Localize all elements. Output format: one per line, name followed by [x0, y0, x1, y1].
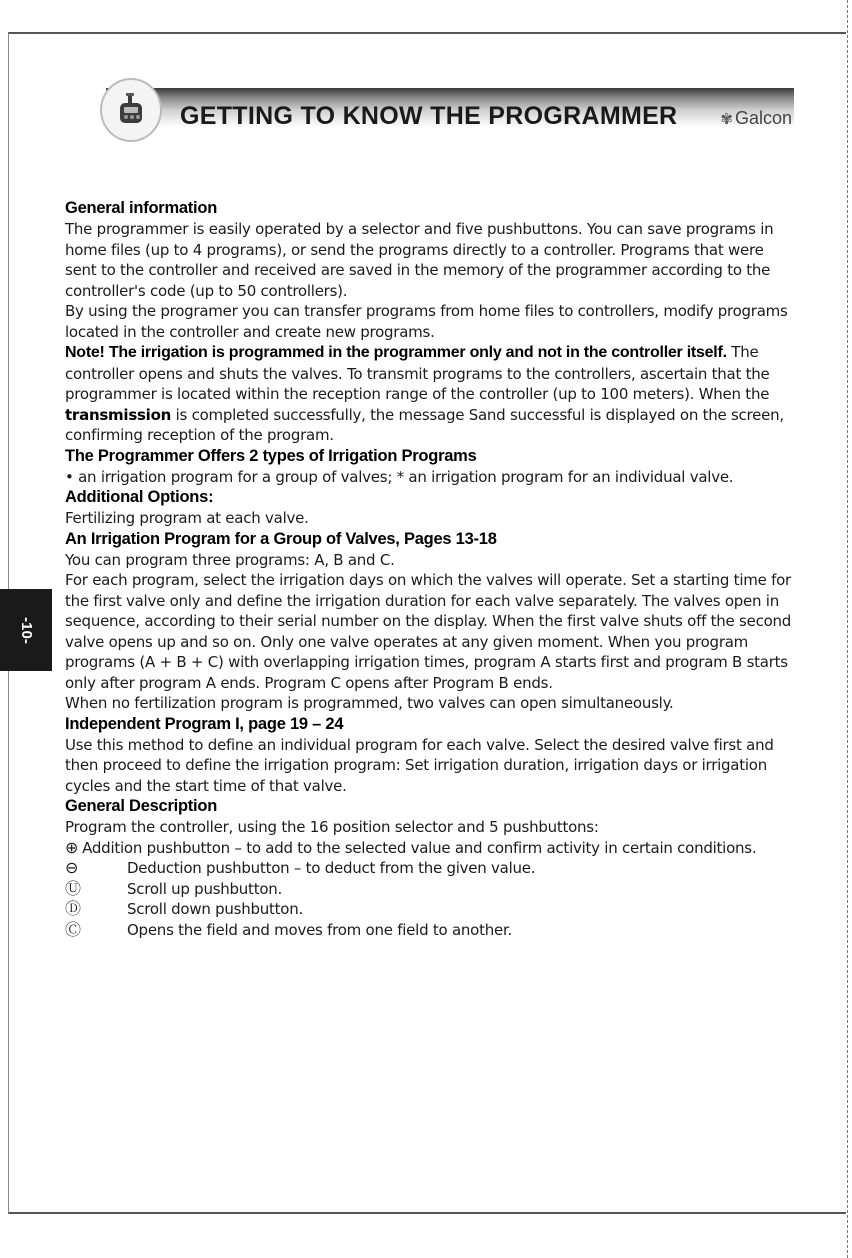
paragraph: By using the programer you can transfer programs from home files to controllers, modify programs located in the controller and create new programs. — [65, 302, 788, 341]
heading-independent-program: Independent Program I, page 19 – 24 — [65, 714, 344, 733]
paragraph: Fertilizing program at each valve. — [65, 509, 309, 527]
note-text-end: is completed successfully, the message Sand successful is displayed on the screen, confirming reception of the program. — [65, 405, 784, 444]
page-title: GETTING TO KNOW THE PROGRAMMER — [180, 102, 678, 130]
galcon-flower-icon: ✾ — [720, 111, 733, 128]
legend-row — [65, 838, 799, 859]
section-header — [66, 84, 794, 138]
heading-general-description: General Description — [65, 797, 218, 815]
note-lead: Note! The irrigation is programmed in the programmer only and not in the controller itself. — [65, 344, 727, 361]
paragraph: For each program, select the irrigation days on which the valves will operate. Set a starting time for the first valve only and define the irrigation duration for each valve separately. The valves open in sequence, according to their serial number on the display. When the first valve shuts off the second valve opens up and so on. Only one valve operates at any given moment. When you program programs (A + B + C) with overlapping irrigation times, program A starts first and program B starts only after program A ends. Program C opens after Program B ends. — [65, 571, 792, 692]
legend-text: Addition pushbutton – to add to the selected value and confirm activity in certain conditions. — [82, 838, 757, 857]
note-keyword: transmission — [65, 405, 172, 424]
note-text: The controller opens and shuts the valves. To transmit programs to the controllers, ascertain that the programmer is located within the reception range of the controller (up to 100 meters). When the — [65, 343, 770, 403]
legend-row — [65, 879, 799, 900]
plus-circle-icon: ⊕ — [65, 837, 79, 857]
paragraph: When no fertilization program is programmed, two valves can open simultaneously. — [65, 694, 674, 712]
paragraph: • an irrigation program for a group of valves; * an irrigation program for an individual valve. — [65, 467, 734, 486]
c-circle-icon: Ⓒ — [65, 919, 81, 939]
page-cut-line — [847, 0, 848, 1258]
note-paragraph — [65, 342, 799, 446]
scroll-down-circle-icon: Ⓓ — [65, 899, 81, 918]
page-number: -10- — [17, 616, 35, 644]
legend-row — [65, 899, 799, 920]
heading-program-types: The Programmer Offers 2 types of Irrigation Programs — [65, 446, 477, 465]
legend-text: Scroll up pushbutton. — [127, 879, 283, 898]
heading-additional-options: Additional Options: — [65, 488, 214, 506]
legend-text: Scroll down pushbutton. — [127, 900, 303, 918]
document-body — [65, 198, 799, 940]
legend-row — [65, 858, 799, 879]
heading-general-information: General information — [65, 199, 218, 217]
paragraph: Use this method to define an individual program for each valve. Select the desired valve first and then proceed to define the irrigation program: Set irrigation duration, irrigation days or irrigation cycles and the start time of that valve. — [65, 735, 774, 795]
programmer-device-icon — [100, 78, 162, 142]
programmer-device-graphic — [114, 91, 148, 129]
page-number-tab — [0, 589, 52, 671]
paragraph: You can program three programs: A, B and C. — [65, 550, 395, 569]
minus-circle-icon: ⊖ — [65, 858, 79, 877]
heading-group-program: An Irrigation Program for a Group of Valves, Pages 13-18 — [65, 529, 497, 548]
paragraph: The programmer is easily operated by a selector and five pushbuttons. You can save programs in home files (up to 4 programs), or send the programs directly to a controller. Programs that were sent to the controller and received are saved in the memory of the programmer according to the controller's code (up to 50 controllers). — [65, 220, 774, 300]
legend-text: Opens the field and moves from one field to another. — [127, 920, 512, 939]
legend-row — [65, 920, 799, 941]
brand-name: Galcon — [734, 108, 792, 128]
brand-logo — [720, 108, 792, 129]
legend-text: Deduction pushbutton – to deduct from the given value. — [127, 859, 536, 877]
paragraph: Program the controller, using the 16 position selector and 5 pushbuttons: — [65, 818, 599, 836]
scroll-up-circle-icon: Ⓤ — [65, 878, 81, 898]
